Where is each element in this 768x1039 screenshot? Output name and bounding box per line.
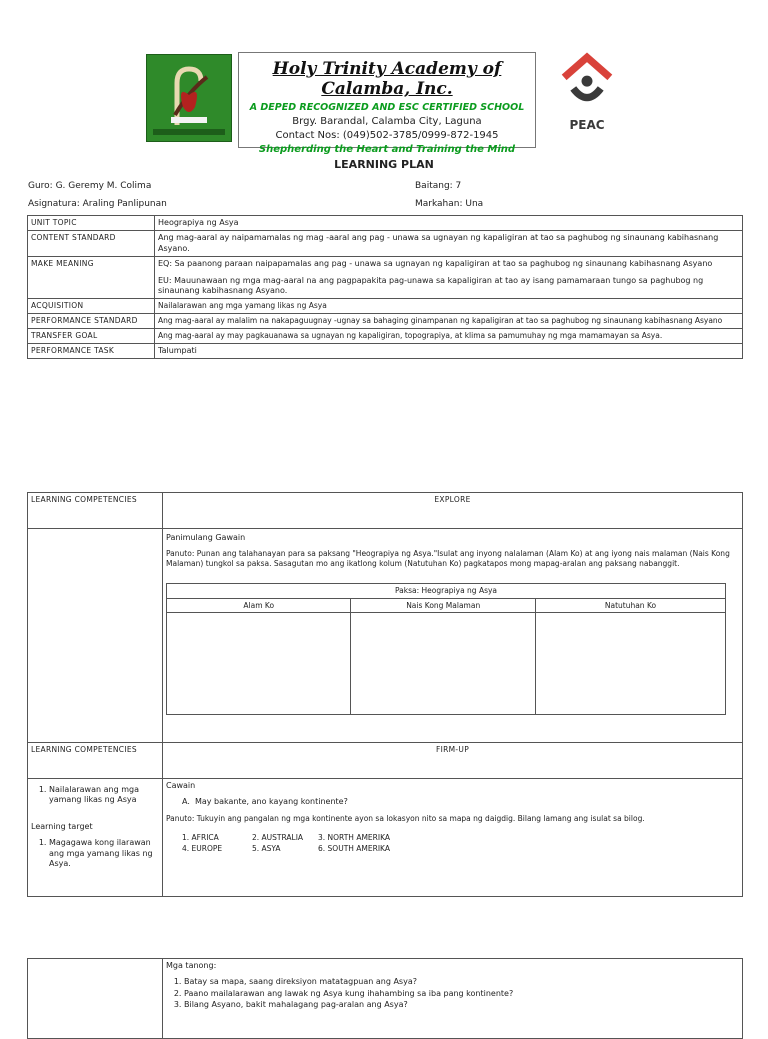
row-value: Ang mag-aaral ay naipamamalas ng mag -aaral ang pag - unawa sa ugnayan ng kapaligiran at tao sa paghubog ng sinaunang kabihasnang Asyano. <box>155 231 743 257</box>
kwl-col-nais: Nais Kong Malaman <box>351 598 535 613</box>
plan-table <box>27 215 743 359</box>
recognition-line: A DEPED RECOGNIZED AND ESC CERTIFIED SCHOOL <box>249 102 525 113</box>
page-title: LEARNING PLAN <box>334 158 434 171</box>
gawain-label: Cawain <box>166 781 196 790</box>
target-label: Learning target <box>31 821 93 831</box>
explore-content <box>163 529 743 743</box>
lc-header: LEARNING COMPETENCIES <box>28 743 163 779</box>
question-item: 1. Batay sa mapa, saang direksiyon matatagpuan ang Asya? <box>184 977 739 987</box>
firmup-content <box>163 779 743 897</box>
lc-cell <box>28 959 163 1039</box>
row-value: Nailalarawan ang mga yamang likas ng Asya <box>155 299 743 314</box>
table-row <box>28 328 743 343</box>
firmup-instructions: Panuto: Tukuyin ang pangalan ng mga kontinente ayon sa lokasyon nito sa mapa ng daigdig. Bilang lamang ang isulat sa bilog. <box>166 813 645 823</box>
lc-cell <box>28 529 163 743</box>
question-item: 2. Paano mailalarawan ang lawak ng Asya kung ihahambing sa iba pang kontinente? <box>184 989 739 999</box>
question-item: 3. Bilang Asyano, bakit mahalagang pag-aralan ang Asya? <box>184 1000 739 1010</box>
table-row <box>28 493 743 529</box>
subject-info: Asignatura: Araling Panlipunan <box>28 199 167 209</box>
teacher-info: Guro: G. Geremy M. Colima <box>28 181 152 191</box>
target-item: 1. Magagawa kong ilarawan ang mga yamang likas ng Asya. <box>49 838 159 869</box>
shepherd-crook-icon <box>147 55 231 141</box>
row-label: TRANSFER GOAL <box>28 328 155 343</box>
kwl-title: Paksa: Heograpiya ng Asya <box>167 583 726 598</box>
row-label: ACQUISITION <box>28 299 155 314</box>
choice: 2. AUSTRALIA <box>252 832 304 842</box>
instructions: Panuto: Punan ang talahanayan para sa paksang "Heograpiya ng Asya."Isulat ang inyong nalalaman (Alam Ko) at ang iyong nais malaman (Nais Kong Malaman) tungkol sa paksa. Sasagutan mo ang ikatlong kolum (Natutuhan Ko) pagkatapos mong mapag-aralan ang paksang nabanggit. <box>166 549 730 569</box>
choice: 5. ASYA <box>252 843 281 853</box>
row-label: UNIT TOPIC <box>28 216 155 231</box>
school-logo <box>146 54 232 142</box>
school-name: Holy Trinity Academy of Calamba, Inc. <box>272 59 502 99</box>
row-value: Heograpiya ng Asya <box>155 216 743 231</box>
table-row <box>28 743 743 779</box>
competency-item: 1. Nailalarawan ang mga yamang likas ng Asya <box>49 785 159 806</box>
question-a: A. May bakante, ano kayang kontinente? <box>182 797 348 807</box>
choice: 6. SOUTH AMERIKA <box>318 843 390 853</box>
table-row <box>28 257 743 299</box>
questions-content <box>163 959 743 1039</box>
essential-question: EQ: Sa paanong paraan naipapamalas ang pag - unawa sa ugnayan ng kapaligiran at tao sa paghubog ng sinaunang kabihasnang Asyano <box>158 259 713 269</box>
row-label: CONTENT STANDARD <box>28 231 155 257</box>
lc-header: LEARNING COMPETENCIES <box>28 493 163 529</box>
explore-header: EXPLORE <box>163 493 743 529</box>
kwl-cell-nais <box>351 613 535 715</box>
row-label: PERFORMANCE STANDARD <box>28 314 155 329</box>
continent-choices <box>182 832 739 855</box>
table-row <box>28 314 743 329</box>
kwl-col-alam: Alam Ko <box>167 598 351 613</box>
peac-logo <box>552 50 622 136</box>
table-row <box>28 529 743 743</box>
competency-cell <box>28 779 163 897</box>
motto-line: Shepherding the Heart and Training the Mind <box>258 144 516 155</box>
firmup-header: FIRM-UP <box>163 743 743 779</box>
choice: 1. AFRICA <box>182 832 219 842</box>
row-value: Talumpati <box>155 343 743 358</box>
table-row <box>28 779 743 897</box>
table-row <box>28 343 743 358</box>
table-row <box>28 959 743 1039</box>
peac-house-icon <box>552 50 622 114</box>
kwl-col-natutuhan: Natutuhan Ko <box>535 598 725 613</box>
row-value: Ang mag-aaral ay malalim na nakapaguugnay -ugnay sa bahaging ginampanan ng kapaligiran at tao sa paghubog ng sinaunang kabihasnang Asyano <box>155 314 743 329</box>
quarter-info: Markahan: Una <box>415 199 484 209</box>
kwl-cell-natutuhan <box>535 613 725 715</box>
explore-table <box>27 492 743 897</box>
table-row <box>28 299 743 314</box>
enduring-understanding: EU: Mauunawaan ng mga mag-aaral na ang pagpapakita pag-unawa sa kapaligiran at tao ay isang pamamaraan tungo sa paghubog ng sinaunang kabihasnang Asyano. <box>158 275 704 295</box>
row-label: PERFORMANCE TASK <box>28 343 155 358</box>
row-label: MAKE MEANING <box>28 257 155 299</box>
kwl-table <box>166 583 726 716</box>
choice: 3. NORTH AMERIKA <box>318 832 391 842</box>
contact-line: Contact Nos: (049)502-3785/0999-872-1945 <box>275 130 499 141</box>
grade-info: Baitang: 7 <box>415 181 462 191</box>
address-line: Brgy. Barandal, Calamba City, Laguna <box>292 116 482 127</box>
questions-title: Mga tanong: <box>166 961 217 970</box>
row-value <box>155 257 743 299</box>
table-row <box>28 231 743 257</box>
choice: 4. EUROPE <box>182 843 223 853</box>
questions-table <box>27 958 743 1039</box>
table-row <box>28 216 743 231</box>
kwl-cell-alam <box>167 613 351 715</box>
row-value: Ang mag-aaral ay may pagkauanawa sa ugnayan ng kapaligiran, topograpiya, at klima sa pamumuhay ng mga mamamayan sa Asya. <box>155 328 743 343</box>
school-header <box>238 52 536 155</box>
peac-label: PEAC <box>569 118 605 132</box>
activity-title: Panimulang Gawain <box>166 533 246 542</box>
